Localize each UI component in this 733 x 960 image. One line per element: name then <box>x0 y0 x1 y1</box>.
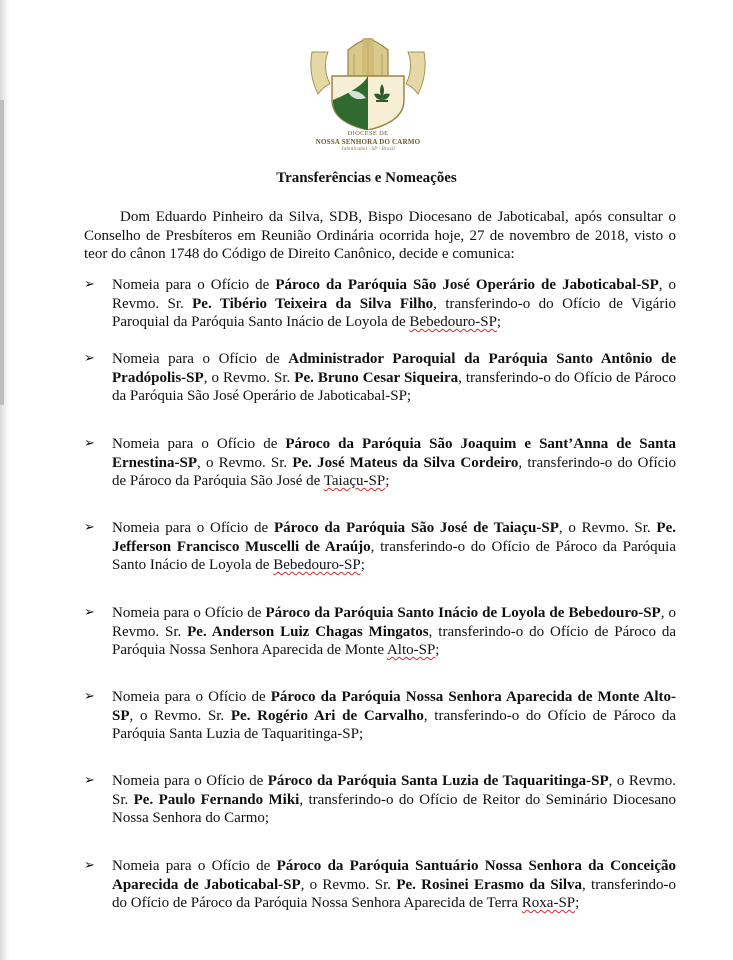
appointment-text: Nomeia para o Ofício de Pároco da Paróquia São Joaquim e Sant’Anna de Santa Ernestina-SP, o Revmo. Sr. Pe. José Mateus da Silva Cordeiro, transferindo-o do Ofício de Pároco da Paróquia São José de Taiaçu-SP; <box>112 436 676 489</box>
arrow-bullet-icon: ➢ <box>84 689 95 704</box>
parish-office: Pároco da Paróquia Santa Luzia de Taquaritinga-SP <box>267 773 609 789</box>
intro-paragraph <box>84 208 676 264</box>
arrow-bullet-icon: ➢ <box>84 773 95 788</box>
intro-text: Dom Eduardo Pinheiro da Silva, SDB, Bispo Diocesano de Jaboticabal, após consultar o Conselho de Presbíteros em Reunião Ordinária ocorrida hoje, 27 de novembro de 2018, visto o teor do cânon 1748 do Código de Direito Canônico, decide e comunica: <box>84 209 676 262</box>
parish-office: Administrador Paroquial da Paróquia Santo Antônio de Pradópolis-SP <box>112 351 676 386</box>
appointment-item <box>84 857 676 913</box>
priest-name: Pe. Tibério Teixeira da Silva Filho <box>192 295 434 312</box>
appointment-item <box>84 688 676 744</box>
appointment-item <box>84 435 676 491</box>
priest-name: Pe. Paulo Fernando Miki <box>133 791 300 808</box>
appointment-item <box>84 772 676 828</box>
parish-office: Pároco da Paróquia São José Operário de Jaboticabal-SP <box>275 277 659 293</box>
parish-office: Pároco da Paróquia Nossa Senhora Aparecida de Monte Alto-SP <box>112 689 676 724</box>
arrow-bullet-icon: ➢ <box>84 520 95 535</box>
arrow-bullet-icon: ➢ <box>84 858 95 873</box>
appointment-text: Nomeia para o Ofício de Administrador Paroquial da Paróquia Santo Antônio de Pradópolis-SP, o Revmo. Sr. Pe. Bruno Cesar Siqueira, transferindo-o do Ofício de Pároco da Paróquia São José Operário de Jaboticabal-SP; <box>112 351 676 404</box>
appointment-text: Nomeia para o Ofício de Pároco da Paróquia Santuário Nossa Senhora da Conceição Aparecida de Jaboticabal-SP, o Revmo. Sr. Pe. Rosinei Erasmo da Silva, transferindo-o do Ofício de Pároco da Paróquia Nossa Senhora Aparecida de Terra Roxa-SP; <box>112 858 677 911</box>
appointment-item <box>84 604 676 660</box>
priest-name: Pe. Bruno Cesar Siqueira <box>294 369 459 386</box>
parish-office: Pároco da Paróquia São Joaquim e Sant’Anna de Santa Ernestina-SP <box>112 436 676 471</box>
appointment-item <box>84 519 676 575</box>
priest-name: Pe. José Mateus da Silva Cordeiro <box>292 454 519 471</box>
priest-name: Pe. Rogério Ari de Carvalho <box>230 707 424 724</box>
appointment-text: Nomeia para o Ofício de Pároco da Paróquia Santa Luzia de Taquaritinga-SP, o Revmo. Sr. Pe. Paulo Fernando Miki, transferindo-o do Ofício de Reitor do Seminário Diocesano Nossa Senhora do Carmo; <box>112 773 677 826</box>
document-title: Transferências e Nomeações <box>276 170 457 186</box>
arrow-bullet-icon: ➢ <box>84 277 95 292</box>
priest-name: Pe. Rosinei Erasmo da Silva <box>396 876 583 893</box>
arrow-bullet-icon: ➢ <box>84 605 95 620</box>
priest-name: Pe. Anderson Luiz Chagas Mingatos <box>187 623 429 640</box>
parish-office: Pároco da Paróquia Santo Inácio de Loyola de Bebedouro-SP <box>265 605 661 621</box>
appointment-item <box>84 276 676 332</box>
arrow-bullet-icon: ➢ <box>84 351 95 366</box>
appointment-text: Nomeia para o Ofício de Pároco da Paróquia São José de Taiaçu-SP, o Revmo. Sr. Pe. Jefferson Francisco Muscelli de Araújo, transferindo-o do Ofício de Pároco da Paróquia Santo Inácio de Loyola de Bebedouro-SP; <box>112 520 677 573</box>
crest-text-line1: DIOCESE DE <box>347 130 389 137</box>
parish-office: Pároco da Paróquia Santuário Nossa Senhora da Conceição Aparecida de Jaboticabal-SP <box>112 858 677 893</box>
left-edge-tab <box>0 100 4 405</box>
appointment-item <box>84 350 676 406</box>
arrow-bullet-icon: ➢ <box>84 436 95 451</box>
appointment-text: Nomeia para o Ofício de Pároco da Paróquia Nossa Senhora Aparecida de Monte Alto-SP, o Revmo. Sr. Pe. Rogério Ari de Carvalho, transferindo-o do Ofício de Pároco da Paróquia Santa Luzia de Taquaritinga-SP; <box>112 689 677 742</box>
priest-name: Pe. Jefferson Francisco Muscelli de Araújo <box>112 520 676 555</box>
appointment-text: Nomeia para o Ofício de Pároco da Paróquia Santo Inácio de Loyola de Bebedouro-SP, o Revmo. Sr. Pe. Anderson Luiz Chagas Mingatos, transferindo-o do Ofício de Pároco da Paróquia Nossa Senhora Aparecida de Monte Alto-SP; <box>112 605 676 658</box>
diocese-crest <box>302 38 434 153</box>
crest-emblem-icon <box>302 38 434 130</box>
appointment-text: Nomeia para o Ofício de Pároco da Paróquia São José Operário de Jaboticabal-SP, o Revmo. Sr. Pe. Tibério Teixeira da Silva Filho, transferindo-o do Ofício de Vigário Paroquial da Paróquia Santo Inácio de Loyola de Bebedouro-SP; <box>112 277 677 330</box>
parish-office: Pároco da Paróquia São José de Taiaçu-SP <box>273 520 559 536</box>
crest-text-line3: Jaboticabal · SP · Brasil <box>341 146 395 152</box>
crest-text-line2: NOSSA SENHORA DO CARMO <box>315 138 421 146</box>
